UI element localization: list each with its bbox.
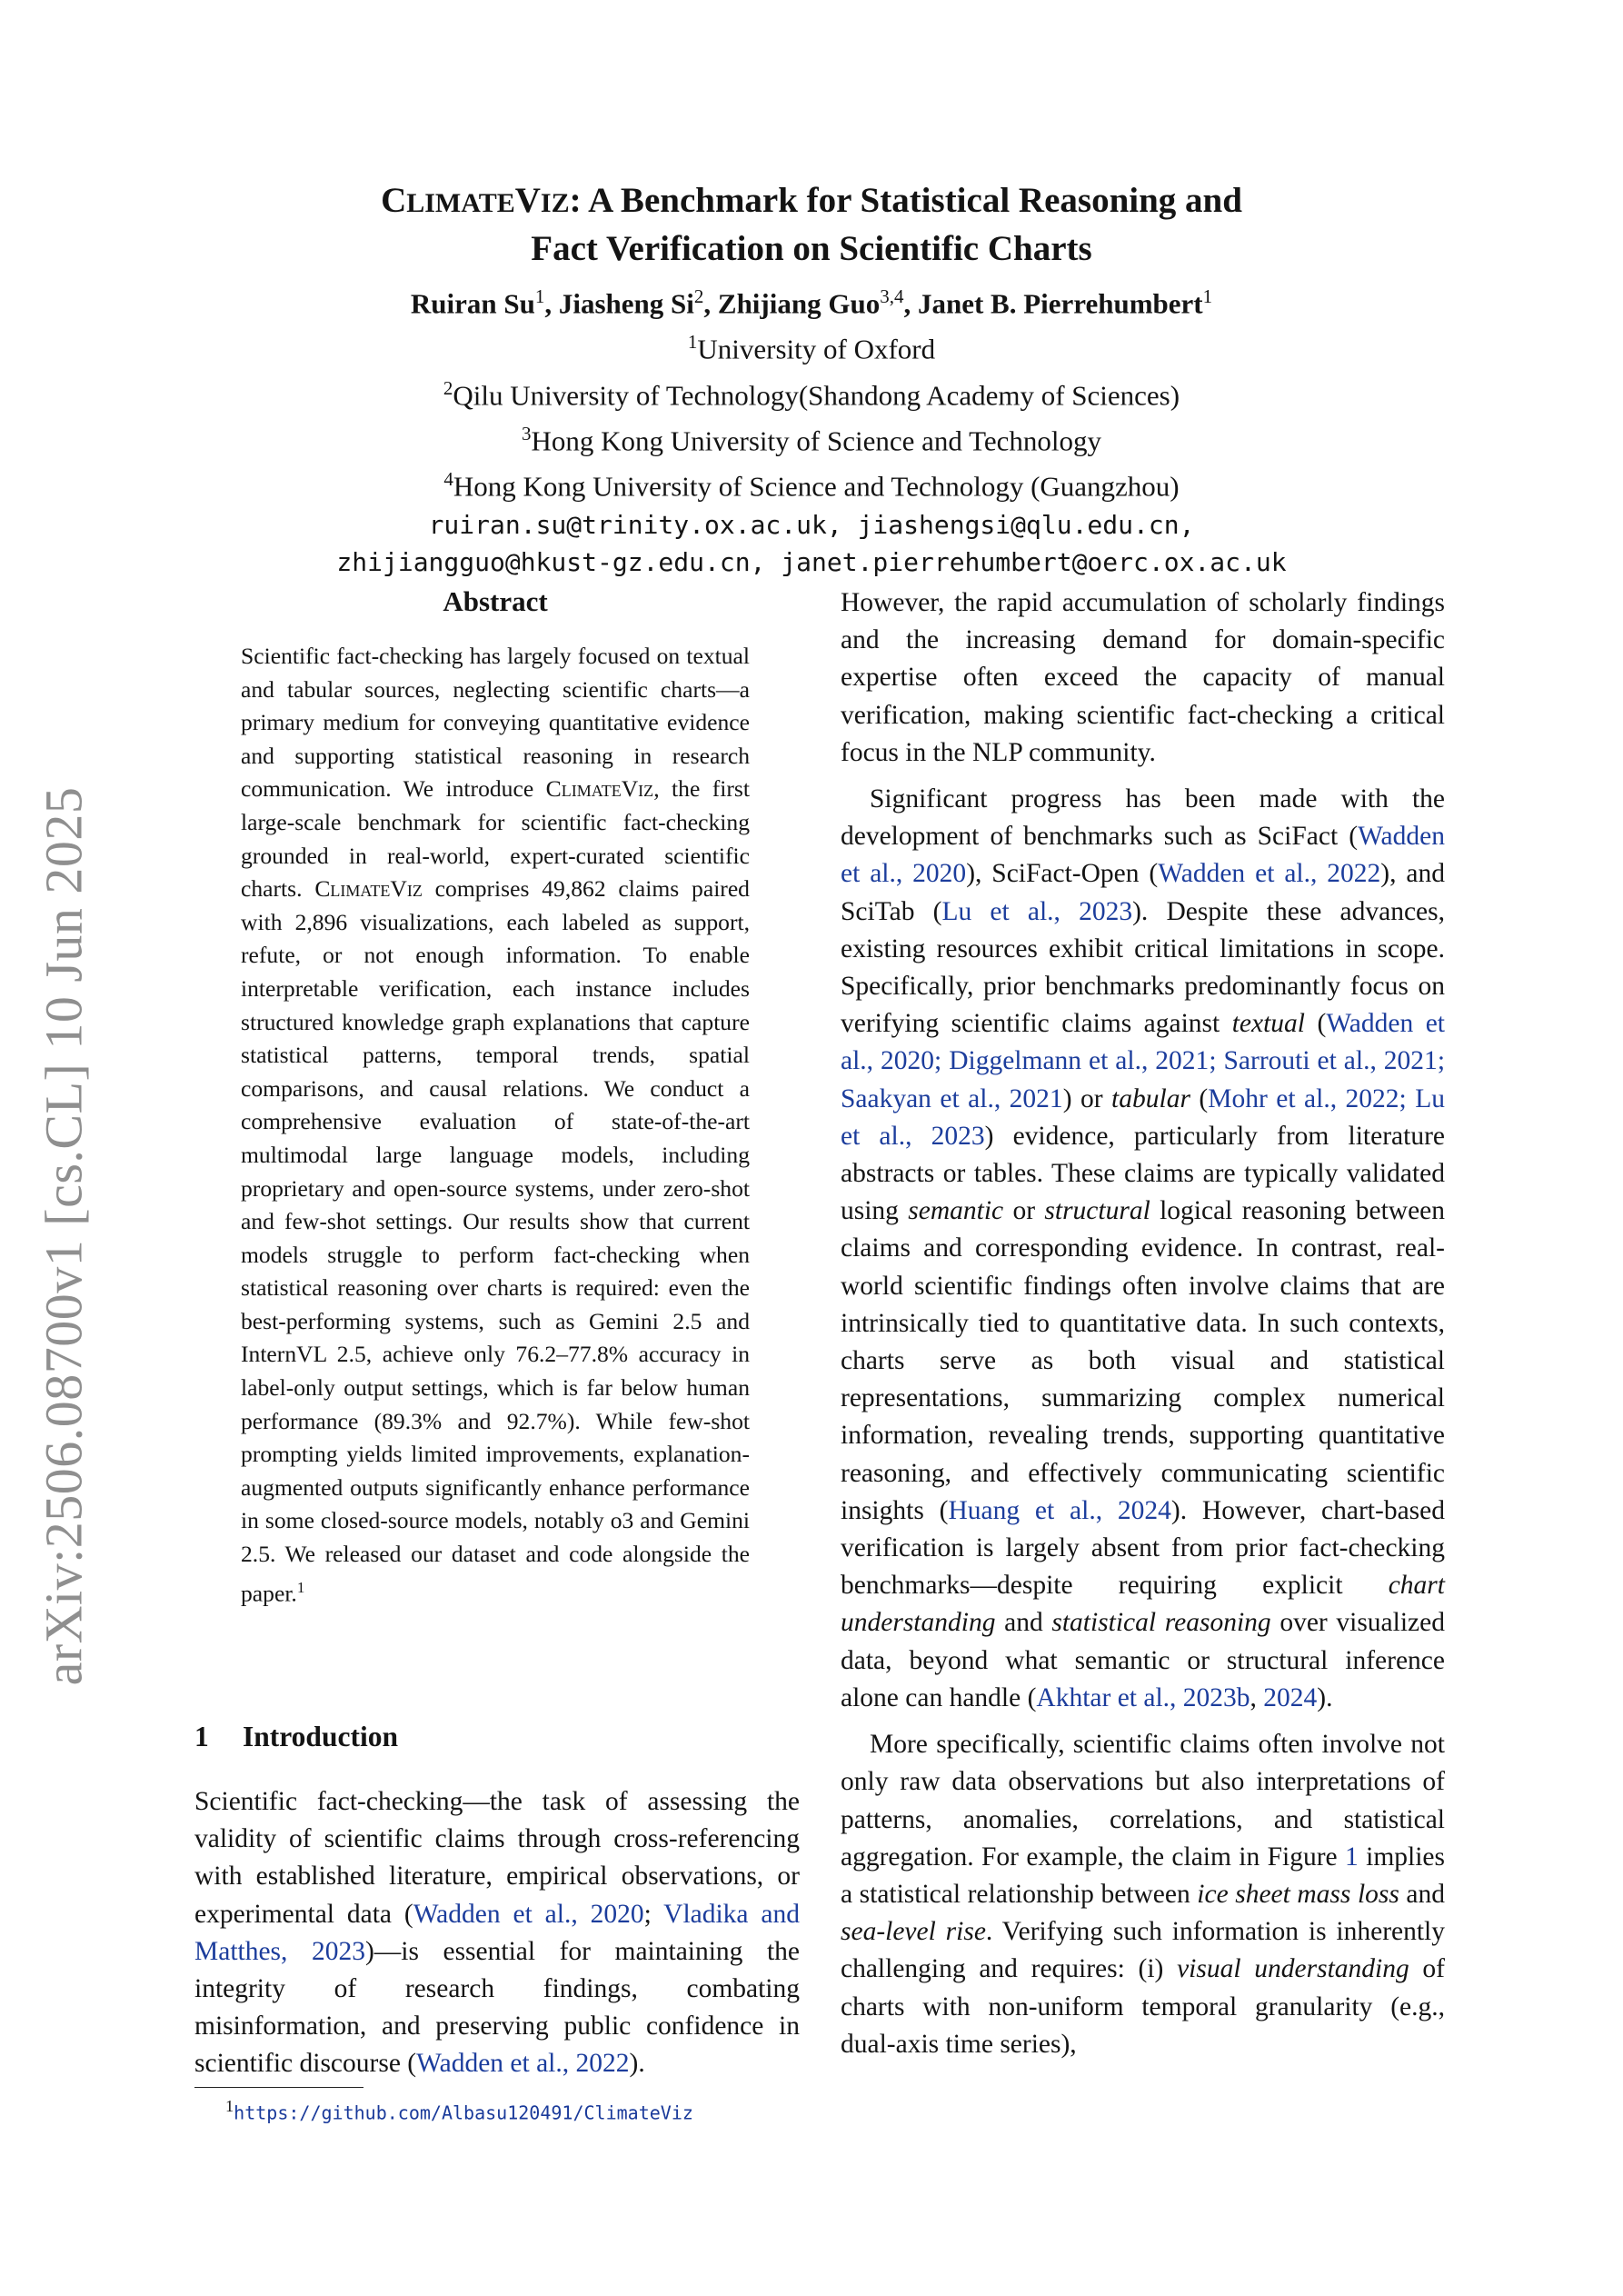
citation-link[interactable]: Wadden et al., 2020 bbox=[841, 822, 1445, 889]
citation-link[interactable]: Huang et al., 2024 bbox=[948, 1495, 1171, 1525]
author-name: Jiasheng Si bbox=[558, 287, 694, 320]
affiliation-text: Qilu University of Technology(Shandong Academy of Sciences) bbox=[453, 378, 1180, 411]
affiliation-text: Hong Kong University of Science and Technology (Guangzhou) bbox=[453, 470, 1180, 503]
citation-separator: ; bbox=[1209, 1046, 1224, 1076]
body-text: ; bbox=[643, 1899, 664, 1929]
body-text: of charts with non-uniform temporal granularity (e.g., dual-axis time series), bbox=[841, 1954, 1445, 2059]
arxiv-identifier-margin bbox=[34, 668, 94, 1804]
body-text: or bbox=[1003, 1196, 1045, 1226]
emphasis: visual understanding bbox=[1177, 1954, 1409, 1984]
body-text: ). However, chart-based verification is largely absent from prior fact-checking benchmarks—despite requiring explicit bbox=[841, 1495, 1445, 1601]
body-text: ). bbox=[629, 2049, 645, 2079]
benchmark-name: ClimateViz bbox=[545, 775, 654, 803]
paragraph bbox=[841, 781, 1445, 1717]
benchmark-name: ClimateViz bbox=[314, 875, 423, 903]
emphasis: chart understanding bbox=[841, 1571, 1445, 1638]
body-text: implies a statistical relationship between bbox=[841, 1842, 1445, 1909]
citation-link[interactable]: 2024 bbox=[1263, 1682, 1318, 1712]
body-text: Significant progress has been made with the development of benchmarks such as SciFact ( bbox=[841, 784, 1445, 852]
abstract-body bbox=[241, 640, 750, 1611]
paper-title bbox=[200, 178, 1423, 272]
abstract-text: , the first large-scale benchmark for scientific fact-checking grounded in real-world, expert-curated scientific charts. bbox=[241, 775, 750, 903]
affiliation-mark: 1 bbox=[687, 331, 698, 354]
author-list: Ruiran Su$^1$, Jiasheng Si$^2$, Zhijiang Guo$^{3,4}$, Janet B. Pierrehumbert$^1$ bbox=[410, 285, 1213, 320]
citation-separator: ; bbox=[1399, 1083, 1416, 1113]
body-text: ) evidence, particularly from literature abstracts or tables. These claims are typically validated using bbox=[841, 1121, 1445, 1226]
author-affil-mark: 1 bbox=[534, 285, 545, 307]
emphasis: ice sheet mass loss bbox=[1197, 1879, 1399, 1909]
body-text: . Verifying such information is inherently challenging and requires: (i) bbox=[841, 1917, 1445, 1984]
emphasis: semantic bbox=[908, 1196, 1004, 1226]
author-emails-line2[interactable]: zhijiangguo@hkust-gz.edu.cn, janet.pierrehumbert@oerc.ox.ac.uk bbox=[336, 546, 1287, 577]
body-text: )—is essential for maintaining the integrity of research findings, combating misinformation, and preserving public confidence in scientific discourse ( bbox=[194, 1936, 800, 2079]
citation-link[interactable]: Lu et al., 2023 bbox=[841, 1083, 1445, 1151]
emphasis: statistical reasoning bbox=[1051, 1608, 1271, 1638]
author-affil-mark: 2 bbox=[693, 285, 704, 307]
footnote-url-link[interactable]: https://github.com/Albasu120491/ClimateViz bbox=[234, 2101, 693, 2124]
abstract-text: Scientific fact-checking has largely focused on textual and tabular sources, neglecting scientific charts—a primary medium for conveying quantitative evidence and supporting statistical reasoning in research communication. We introduce bbox=[241, 643, 750, 803]
body-text: ) or bbox=[1062, 1083, 1112, 1113]
right-column bbox=[841, 584, 1445, 2063]
body-text: over visualized data, beyond what semantic or structural inference alone can handle ( bbox=[841, 1608, 1445, 1712]
body-text: ), SciFact-Open ( bbox=[966, 859, 1159, 889]
citation-link[interactable]: Lu et al., 2023 bbox=[941, 896, 1133, 926]
footnote bbox=[225, 2097, 693, 2124]
citation-link[interactable]: Diggelmann et al., 2021 bbox=[949, 1046, 1210, 1076]
citation-link[interactable]: Akhtar et al., 2023b bbox=[1036, 1682, 1250, 1712]
footnote-mark: 1 bbox=[225, 2097, 234, 2115]
introduction-paragraph bbox=[194, 1783, 800, 2083]
paragraph: However, the rapid accumulation of scholarly findings and the increasing demand for domain-specific expertise often exceed the capacity of manual verification, making scientific fact-checking a critical focus in the NLP community. bbox=[841, 588, 1445, 767]
body-text: More specifically, scientific claims often involve not only raw data observations but also interpretations of patterns, anomalies, correlations, and statistical aggregation. For example, the claim in Figure bbox=[841, 1730, 1445, 1872]
arxiv-identifier: arXiv:2506.08700v1 [cs.CL] 10 Jun 2025 bbox=[34, 786, 94, 1686]
author-name: Zhijiang Guo bbox=[717, 287, 881, 320]
affiliation-mark: 3 bbox=[522, 422, 532, 444]
body-text: ( bbox=[1190, 1083, 1209, 1113]
author-affil-mark: 3,4 bbox=[880, 285, 904, 307]
body-text: and bbox=[1399, 1879, 1446, 1909]
affiliation-mark: 2 bbox=[443, 376, 453, 399]
author-emails-line1[interactable]: ruiran.su@trinity.ox.ac.uk, jiashengsi@qlu.edu.cn, bbox=[428, 509, 1195, 540]
title-benchmark-name: CLIMATEVIZ bbox=[381, 181, 570, 220]
title-line2: Fact Verification on Scientific Charts bbox=[531, 229, 1092, 268]
affiliation bbox=[200, 369, 1423, 414]
body-text: ). bbox=[1317, 1682, 1333, 1712]
citation-link[interactable]: Wadden et al., 2022 bbox=[1158, 859, 1381, 889]
title-line1: : A Benchmark for Statistical Reasoning and bbox=[569, 181, 1242, 220]
emphasis: sea-level rise bbox=[841, 1917, 986, 1947]
footnote-rule bbox=[194, 2087, 363, 2088]
emphasis: textual bbox=[1231, 1009, 1305, 1039]
citation-link[interactable]: Wadden et al., 2020 bbox=[413, 1899, 644, 1929]
citation-link[interactable]: Wadden et al., 2020 bbox=[841, 1009, 1445, 1076]
citation-link[interactable]: Mohr et al., 2022 bbox=[1208, 1083, 1399, 1113]
abstract-heading: Abstract bbox=[443, 585, 548, 617]
affiliation bbox=[200, 414, 1423, 460]
citation-link[interactable]: Saakyan et al., 2021 bbox=[841, 1083, 1063, 1113]
body-text: and bbox=[995, 1608, 1052, 1638]
section-number: 1 bbox=[194, 1721, 209, 1752]
figure-ref-link[interactable]: 1 bbox=[1345, 1842, 1359, 1872]
body-text: ), and SciTab ( bbox=[841, 859, 1445, 926]
affiliation-text: University of Oxford bbox=[697, 333, 936, 365]
footnote-ref[interactable]: 1 bbox=[296, 1578, 305, 1596]
citation-separator: ; bbox=[934, 1046, 950, 1076]
affiliation-text: Hong Kong University of Science and Technology bbox=[531, 424, 1101, 457]
affiliation-mark: 4 bbox=[443, 468, 453, 491]
paper-header bbox=[200, 178, 1423, 581]
emphasis: structural bbox=[1044, 1196, 1150, 1226]
body-text: Scientific fact-checking—the task of assessing the validity of scientific claims through cross-referencing with established literature, empirical observations, or experimental data ( bbox=[194, 1787, 800, 1929]
abstract-text: comprises 49,862 claims paired with 2,896 visualizations, each labeled as support, refute, or not enough information. To enable interpretable verification, each instance includes structured knowledge graph explanations that capture statistical patterns, temporal trends, spatial comparisons, and causal relations. We conduct a comprehensive evaluation of state-of-the-art multimodal large language models, including proprietary and open-source systems, under zero-shot and few-shot settings. Our results show that current models struggle to perform fact-checking when statistical reasoning over charts is required: even the best-performing systems, such as Gemini 2.5 and InternVL 2.5, achieve only 76.2–77.8% accuracy in label-only output settings, which is far below human performance (89.3% and 92.7%). While few-shot prompting yields limited improvements, explanation-augmented outputs significantly enhance performance in some closed-source models, notably o3 and Gemini 2.5. We released our dataset and code alongside the paper. bbox=[241, 875, 750, 1607]
body-text: ( bbox=[1305, 1009, 1327, 1039]
citation-link[interactable]: Vladika and Matthes, 2023 bbox=[194, 1899, 800, 1966]
author-name: Ruiran Su bbox=[410, 287, 535, 320]
body-text: , bbox=[1250, 1682, 1264, 1712]
emphasis: tabular bbox=[1111, 1083, 1190, 1113]
section-title: Introduction bbox=[243, 1721, 398, 1752]
body-text: ). Despite these advances, existing resources exhibit critical limitations in scope. Specifically, prior benchmarks predominantly focus on verifying scientific claims against bbox=[841, 896, 1446, 1039]
citation-link[interactable]: Wadden et al., 2022 bbox=[416, 2049, 630, 2079]
affiliation bbox=[200, 460, 1423, 505]
citation-separator: ; bbox=[1437, 1046, 1446, 1076]
citation-link[interactable]: Sarrouti et al., 2021 bbox=[1223, 1046, 1438, 1076]
section-heading-introduction bbox=[194, 1721, 398, 1753]
paragraph bbox=[841, 1726, 1445, 2063]
affiliation bbox=[200, 323, 1423, 368]
body-text: logical reasoning between claims and corresponding evidence. In contrast, real-world scientific findings often involve claims that are intrinsically tied to quantitative data. In such contexts, charts serve as both visual and statistical representations, summarizing complex numerical information, revealing trends, supporting quantitative reasoning, and effectively communicating scientific insights ( bbox=[841, 1196, 1446, 1525]
author-name: Janet B. Pierrehumbert bbox=[917, 287, 1203, 320]
author-affil-mark: 1 bbox=[1202, 285, 1213, 307]
